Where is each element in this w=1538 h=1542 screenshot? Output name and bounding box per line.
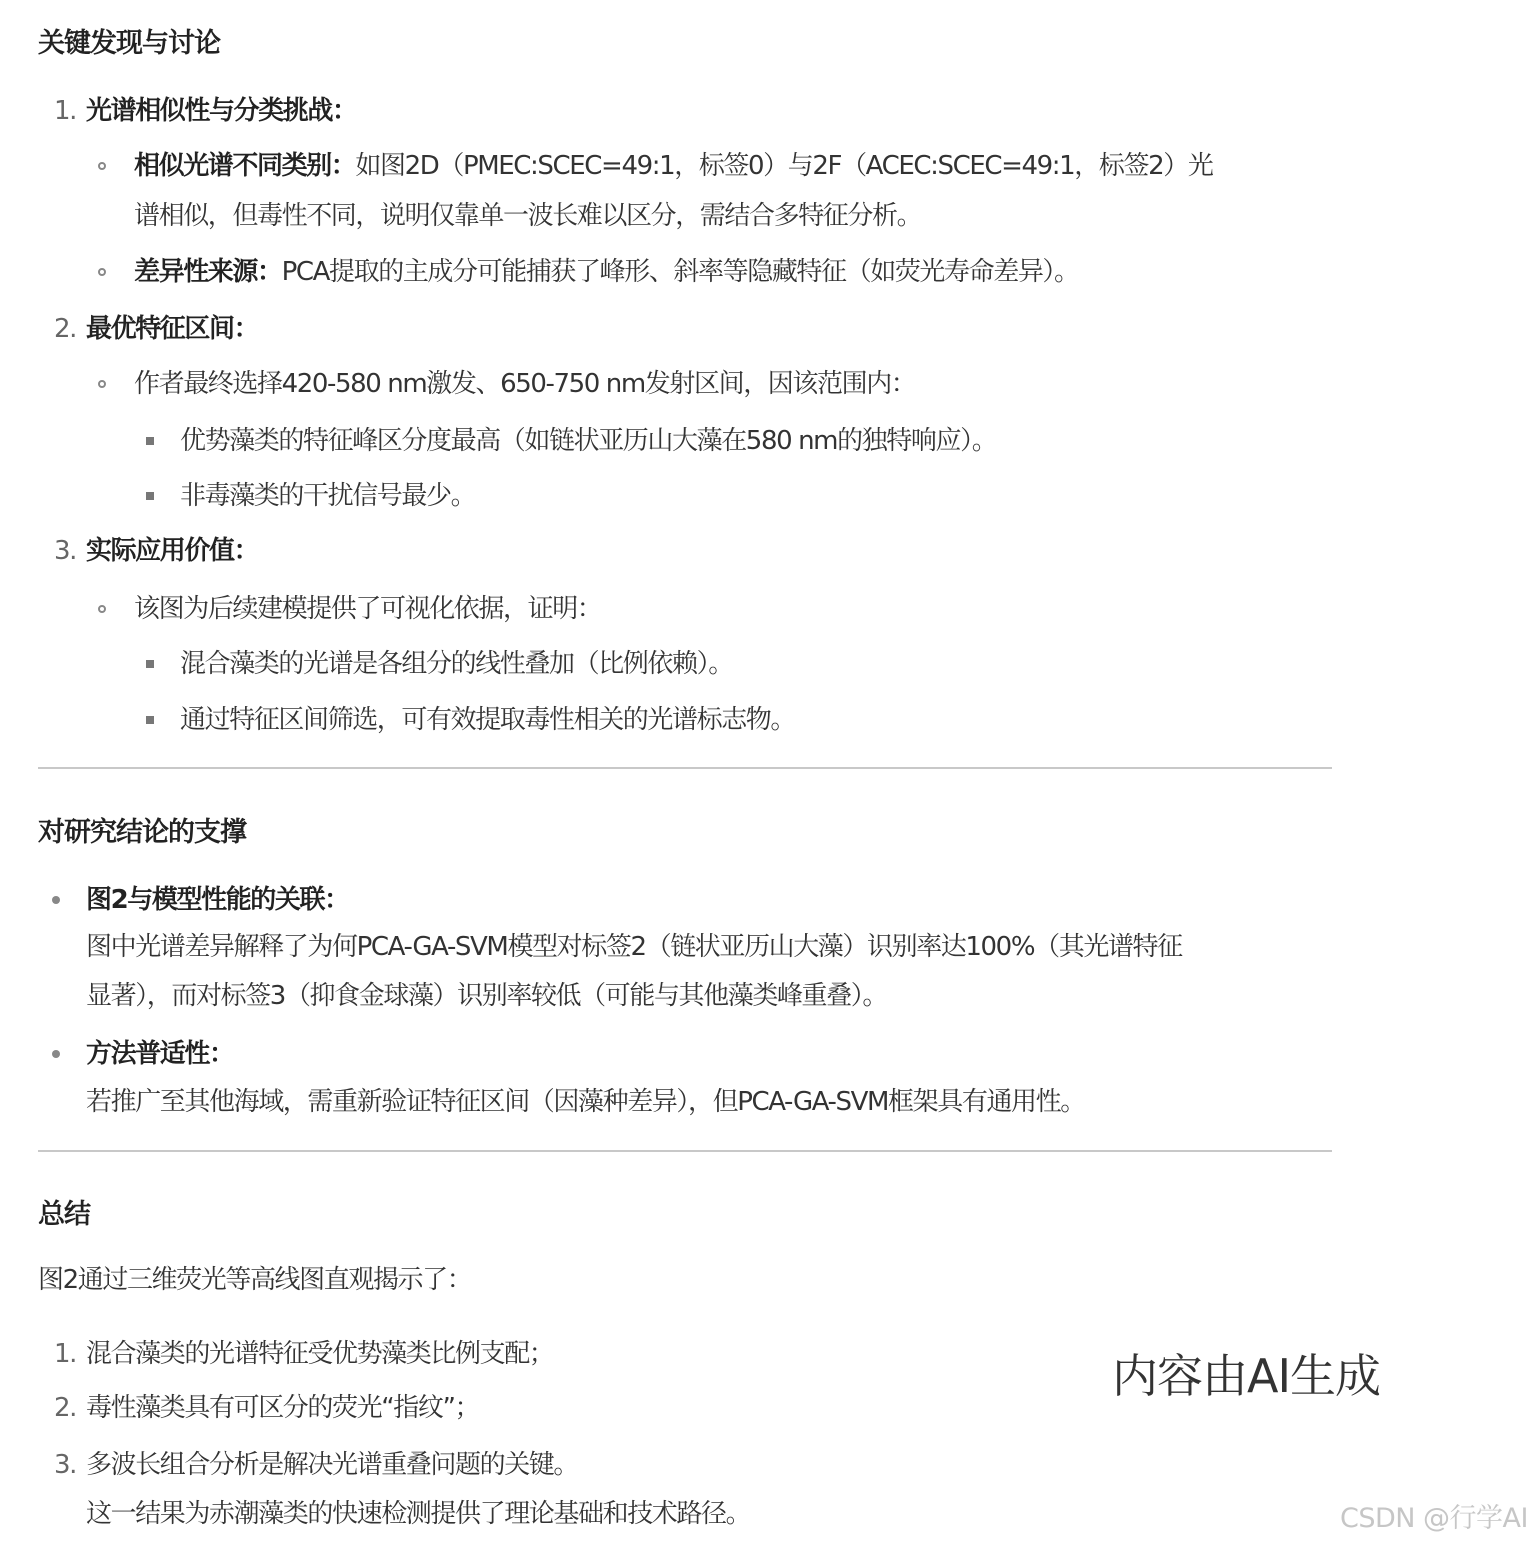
list-item-title: 图2与模型性能的关联： bbox=[86, 885, 349, 915]
sub-item-difference-source bbox=[134, 254, 1079, 290]
list-number: 1. bbox=[54, 1339, 77, 1369]
summary-item-1 bbox=[54, 1336, 553, 1372]
bullet-item-text: 混合藻类的光谱是各组分的线性叠加（比例依赖）。 bbox=[180, 649, 733, 679]
support-item-title bbox=[86, 882, 349, 918]
sub-item-text: 作者最终选择420-580 nm激发、650-750 nm发射区间，因该范围内： bbox=[134, 369, 916, 399]
section-heading-support: 对研究结论的支撑 bbox=[38, 817, 246, 848]
support-item-title bbox=[86, 1036, 234, 1072]
support-item-text: 若推广至其他海域，需重新验证特征区间（因藻种差异），但PCA-GA-SVM框架具有通用性。 bbox=[86, 1087, 1085, 1117]
square-bullet-icon bbox=[146, 716, 154, 724]
square-bullet-icon bbox=[146, 492, 154, 500]
ai-generated-label: 内容由AI生成 bbox=[1112, 1349, 1381, 1403]
list-number: 3. bbox=[54, 536, 77, 566]
sub-item-text: PCA提取的主成分可能捕获了峰形、斜率等隐藏特征（如荧光寿命差异）。 bbox=[281, 257, 1079, 287]
circle-bullet-icon bbox=[98, 162, 106, 170]
section-heading-key-findings: 关键发现与讨论 bbox=[38, 28, 220, 59]
list-item-3 bbox=[54, 533, 258, 569]
support-item-text: 显著），而对标签3（抑食金球藻）识别率较低（可能与其他藻类峰重叠）。 bbox=[86, 981, 887, 1011]
disc-bullet-icon bbox=[52, 896, 60, 904]
square-bullet-icon bbox=[146, 437, 154, 445]
summary-item-text: 多波长组合分析是解决光谱重叠问题的关键。 bbox=[86, 1450, 579, 1480]
circle-bullet-icon bbox=[98, 605, 106, 613]
disc-bullet-icon bbox=[52, 1050, 60, 1058]
list-item-1 bbox=[54, 93, 357, 129]
circle-bullet-icon bbox=[98, 268, 106, 276]
sub-item-text: 如图2D（PMEC:SCEC=49:1，标签0）与2F（ACEC:SCEC=49:1，标签2）光 bbox=[355, 151, 1213, 181]
sub-item-similar-spectra bbox=[134, 148, 1212, 184]
summary-conclusion: 这一结果为赤潮藻类的快速检测提供了理论基础和技术路径。 bbox=[86, 1499, 751, 1529]
sub-item-text: 该图为后续建模提供了可视化依据，证明： bbox=[134, 594, 602, 624]
csdn-watermark: CSDN @行学AI bbox=[1340, 1503, 1528, 1534]
divider bbox=[38, 1150, 1332, 1152]
circle-bullet-icon bbox=[98, 380, 106, 388]
list-number: 2. bbox=[54, 314, 77, 344]
list-number: 3. bbox=[54, 1450, 77, 1480]
summary-item-text: 混合藻类的光谱特征受优势藻类比例支配； bbox=[86, 1339, 554, 1369]
list-item-title: 光谱相似性与分类挑战： bbox=[86, 96, 357, 126]
list-item-2 bbox=[54, 311, 258, 347]
list-item-title: 方法普适性： bbox=[86, 1039, 234, 1069]
divider bbox=[38, 767, 1332, 769]
support-item-text: 图中光谱差异解释了为何PCA-GA-SVM模型对标签2（链状亚历山大藻）识别率达100%（其光谱特征 bbox=[86, 932, 1182, 962]
bullet-item-text: 优势藻类的特征峰区分度最高（如链状亚历山大藻在580 nm的独特响应）。 bbox=[180, 426, 997, 456]
summary-item-2 bbox=[54, 1390, 479, 1426]
list-number: 2. bbox=[54, 1393, 77, 1423]
section-heading-summary: 总结 bbox=[38, 1199, 90, 1230]
list-item-title: 最优特征区间： bbox=[86, 314, 259, 344]
summary-item-3 bbox=[54, 1447, 578, 1483]
square-bullet-icon bbox=[146, 660, 154, 668]
bullet-item-text: 非毒藻类的干扰信号最少。 bbox=[180, 481, 476, 511]
summary-intro: 图2通过三维荧光等高线图直观揭示了： bbox=[38, 1265, 472, 1295]
sub-item-continuation: 谱相似，但毒性不同，说明仅靠单一波长难以区分，需结合多特征分析。 bbox=[134, 201, 922, 231]
sub-item-label: 相似光谱不同类别： bbox=[134, 151, 356, 181]
list-number: 1. bbox=[54, 96, 77, 126]
summary-item-text: 毒性藻类具有可区分的荧光“指纹”； bbox=[86, 1393, 480, 1423]
sub-item-label: 差异性来源： bbox=[134, 257, 282, 287]
list-item-title: 实际应用价值： bbox=[86, 536, 259, 566]
bullet-item-text: 通过特征区间筛选，可有效提取毒性相关的光谱标志物。 bbox=[180, 705, 796, 735]
